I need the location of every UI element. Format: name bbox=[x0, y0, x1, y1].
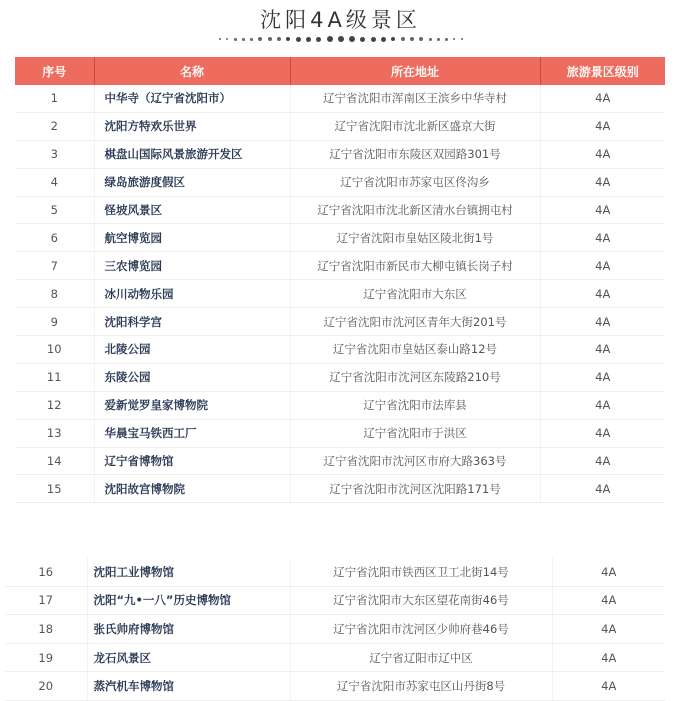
row-level: 4A bbox=[552, 586, 665, 615]
divider-dot bbox=[461, 38, 463, 40]
scenic-spots-table-part1 bbox=[15, 57, 665, 503]
row-name: 张氏帅府博物馆 bbox=[87, 615, 290, 644]
row-index: 14 bbox=[15, 447, 94, 475]
divider-dot bbox=[242, 38, 245, 41]
header-index: 序号 bbox=[15, 57, 94, 85]
divider-dot bbox=[445, 38, 448, 41]
row-address: 辽宁省沈阳市大东区 bbox=[290, 280, 540, 308]
divider-dot bbox=[437, 38, 440, 41]
divider-dot bbox=[391, 37, 395, 41]
row-level: 4A bbox=[540, 336, 665, 364]
table-row bbox=[15, 280, 665, 308]
row-name: 沈阳故宫博物院 bbox=[94, 475, 290, 503]
row-name: 东陵公园 bbox=[94, 363, 290, 391]
row-level: 4A bbox=[552, 672, 665, 701]
row-name: 冰川动物乐园 bbox=[94, 280, 290, 308]
table-row bbox=[5, 558, 665, 586]
row-level: 4A bbox=[540, 168, 665, 196]
header-name: 名称 bbox=[94, 57, 290, 85]
row-address: 辽宁省沈阳市浑南区王滨乡中华寺村 bbox=[290, 85, 540, 112]
row-address: 辽宁省沈阳市铁西区卫工北街14号 bbox=[290, 558, 552, 586]
table-header-row bbox=[15, 57, 665, 85]
row-index: 5 bbox=[15, 196, 94, 224]
row-name: 绿岛旅游度假区 bbox=[94, 168, 290, 196]
divider-dot bbox=[226, 38, 228, 40]
header-level: 旅游景区级别 bbox=[540, 57, 665, 85]
row-index: 10 bbox=[15, 336, 94, 364]
divider-dot bbox=[360, 37, 365, 42]
row-level: 4A bbox=[540, 308, 665, 336]
table-row bbox=[15, 196, 665, 224]
row-level: 4A bbox=[540, 391, 665, 419]
row-level: 4A bbox=[540, 252, 665, 280]
row-level: 4A bbox=[540, 85, 665, 112]
row-level: 4A bbox=[552, 558, 665, 586]
divider-dot bbox=[401, 37, 405, 41]
divider-dot bbox=[338, 36, 344, 42]
row-level: 4A bbox=[540, 280, 665, 308]
divider-dot bbox=[286, 37, 290, 41]
table-row bbox=[15, 391, 665, 419]
divider-dot bbox=[371, 37, 376, 42]
row-address: 辽宁省沈阳市皇姑区泰山路12号 bbox=[290, 336, 540, 364]
row-name: 爱新觉罗皇家博物院 bbox=[94, 391, 290, 419]
divider-dot bbox=[453, 38, 455, 40]
row-address: 辽宁省沈阳市皇姑区陵北街1号 bbox=[290, 224, 540, 252]
table-row bbox=[5, 672, 665, 701]
table-row bbox=[15, 308, 665, 336]
row-index: 15 bbox=[15, 475, 94, 503]
row-index: 1 bbox=[15, 85, 94, 112]
row-level: 4A bbox=[552, 643, 665, 672]
row-name: 航空博览园 bbox=[94, 224, 290, 252]
divider-dot bbox=[327, 36, 333, 42]
divider-dot bbox=[277, 37, 281, 41]
row-address: 辽宁省沈阳市沈河区东陵路210号 bbox=[290, 363, 540, 391]
row-name: 蒸汽机车博物馆 bbox=[87, 672, 290, 701]
row-index: 20 bbox=[5, 672, 87, 701]
row-name: 辽宁省博物馆 bbox=[94, 447, 290, 475]
row-level: 4A bbox=[540, 140, 665, 168]
row-level: 4A bbox=[552, 615, 665, 644]
row-index: 8 bbox=[15, 280, 94, 308]
row-address: 辽宁省沈阳市沈河区青年大街201号 bbox=[290, 308, 540, 336]
row-index: 17 bbox=[5, 586, 87, 615]
row-address: 辽宁省沈阳市沈北新区盛京大街 bbox=[290, 112, 540, 140]
row-address: 辽宁省沈阳市沈河区市府大路363号 bbox=[290, 447, 540, 475]
row-name: 沈阳工业博物馆 bbox=[87, 558, 290, 586]
divider-dot bbox=[250, 38, 253, 41]
row-level: 4A bbox=[540, 419, 665, 447]
row-level: 4A bbox=[540, 475, 665, 503]
table-row bbox=[5, 586, 665, 615]
divider-dot bbox=[258, 37, 262, 41]
page-title: 沈阳4A级景区 bbox=[260, 8, 421, 32]
row-name: 沈阳科学宫 bbox=[94, 308, 290, 336]
row-index: 13 bbox=[15, 419, 94, 447]
table-row bbox=[5, 643, 665, 672]
divider-dot bbox=[349, 36, 355, 42]
table-row bbox=[15, 252, 665, 280]
row-name: 棋盘山国际风景旅游开发区 bbox=[94, 140, 290, 168]
divider-dot bbox=[381, 37, 386, 42]
table-row bbox=[15, 447, 665, 475]
row-level: 4A bbox=[540, 112, 665, 140]
row-name: 沈阳方特欢乐世界 bbox=[94, 112, 290, 140]
row-index: 3 bbox=[15, 140, 94, 168]
row-index: 19 bbox=[5, 643, 87, 672]
table-row bbox=[15, 475, 665, 503]
row-level: 4A bbox=[540, 363, 665, 391]
row-name: 华晨宝马铁西工厂 bbox=[94, 419, 290, 447]
divider-dot bbox=[419, 37, 423, 41]
row-address: 辽宁省沈阳市法库县 bbox=[290, 391, 540, 419]
divider-dot bbox=[410, 37, 414, 41]
table-row bbox=[15, 140, 665, 168]
row-name: 龙石风景区 bbox=[87, 643, 290, 672]
divider-dot bbox=[234, 38, 237, 41]
dotted-divider bbox=[219, 36, 463, 42]
row-address: 辽宁省沈阳市大东区望花南街46号 bbox=[290, 586, 552, 615]
row-address: 辽宁省辽阳市辽中区 bbox=[290, 643, 552, 672]
row-address: 辽宁省沈阳市东陵区双园路301号 bbox=[290, 140, 540, 168]
row-address: 辽宁省沈阳市沈河区沈阳路171号 bbox=[290, 475, 540, 503]
header-address: 所在地址 bbox=[290, 57, 540, 85]
row-name: 三农博览园 bbox=[94, 252, 290, 280]
divider-dot bbox=[219, 38, 221, 40]
divider-dot bbox=[316, 37, 321, 42]
row-name: 沈阳“九•一八”历史博物馆 bbox=[87, 586, 290, 615]
row-index: 9 bbox=[15, 308, 94, 336]
table-row bbox=[15, 85, 665, 112]
row-index: 2 bbox=[15, 112, 94, 140]
row-level: 4A bbox=[540, 196, 665, 224]
row-index: 7 bbox=[15, 252, 94, 280]
row-index: 4 bbox=[15, 168, 94, 196]
row-address: 辽宁省沈阳市沈河区少帅府巷46号 bbox=[290, 615, 552, 644]
table-row bbox=[15, 336, 665, 364]
row-address: 辽宁省沈阳市苏家屯区山丹街8号 bbox=[290, 672, 552, 701]
row-index: 12 bbox=[15, 391, 94, 419]
row-name: 北陵公园 bbox=[94, 336, 290, 364]
row-address: 辽宁省沈阳市于洪区 bbox=[290, 419, 540, 447]
row-address: 辽宁省沈阳市新民市大柳屯镇长岗子村 bbox=[290, 252, 540, 280]
table-row bbox=[15, 419, 665, 447]
row-level: 4A bbox=[540, 447, 665, 475]
row-address: 辽宁省沈阳市沈北新区清水台镇拥屯村 bbox=[290, 196, 540, 224]
divider-dot bbox=[268, 37, 272, 41]
divider-dot bbox=[306, 37, 311, 42]
row-level: 4A bbox=[540, 224, 665, 252]
row-index: 11 bbox=[15, 363, 94, 391]
row-index: 16 bbox=[5, 558, 87, 586]
row-index: 6 bbox=[15, 224, 94, 252]
row-name: 中华寺（辽宁省沈阳市） bbox=[94, 85, 290, 112]
row-address: 辽宁省沈阳市苏家屯区佟沟乡 bbox=[290, 168, 540, 196]
table-row bbox=[15, 224, 665, 252]
table-row bbox=[5, 615, 665, 644]
divider-dot bbox=[429, 38, 432, 41]
table-row bbox=[15, 168, 665, 196]
table-row bbox=[15, 112, 665, 140]
row-name: 怪坡风景区 bbox=[94, 196, 290, 224]
scenic-spots-table-part2 bbox=[5, 558, 665, 701]
divider-dot bbox=[296, 37, 301, 42]
table-row bbox=[15, 363, 665, 391]
row-index: 18 bbox=[5, 615, 87, 644]
